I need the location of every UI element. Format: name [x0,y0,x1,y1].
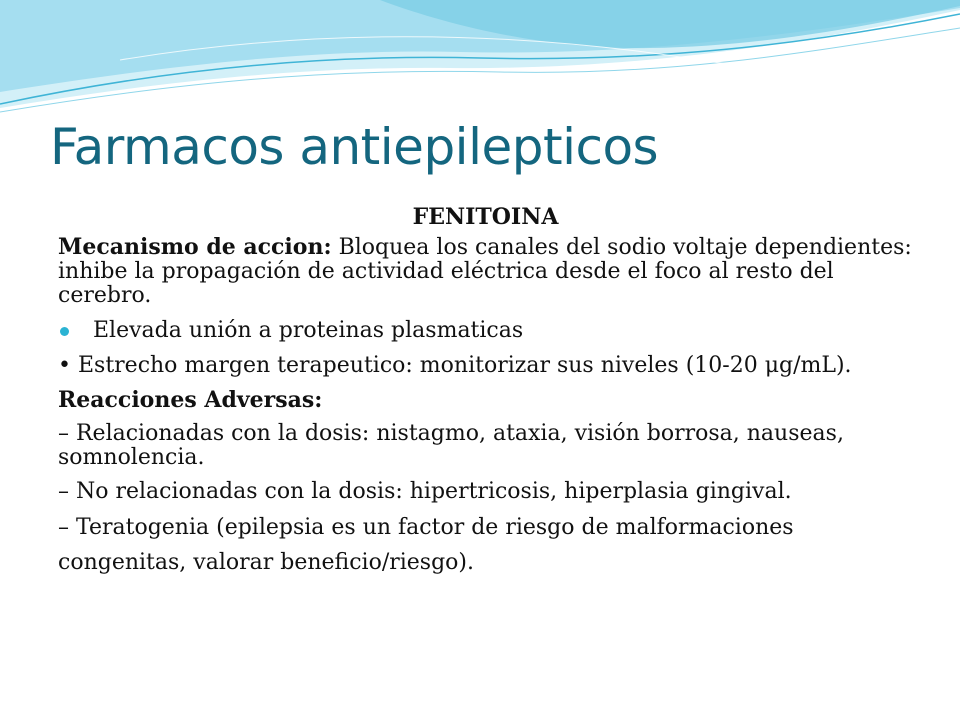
bullet-protein-binding [58,319,913,343]
adverse-reactions-label: Reacciones Adversas: [58,387,323,413]
mechanism-paragraph [58,235,913,308]
bullet-dot-icon [60,327,69,336]
slide-content [58,205,913,580]
adverse-item-dose-related: – Relacionadas con la dosis: nistagmo, ataxia, visión borrosa, nauseas, somnolencia. [58,421,844,470]
header-wave-decoration [0,0,960,120]
slide-title: Farmacos antiepilepticos [50,118,659,176]
drug-heading: FENITOINA [412,204,559,230]
mechanism-text: Bloquea los canales del sodio voltaje dependientes: inhibe la propagación de actividad eléctrica desde el foco al resto del cerebro. [58,235,912,308]
adverse-item-teratogenicity: – Teratogenia (epilepsia es un factor de riesgo de malformaciones congenitas, valorar beneficio/riesgo). [58,515,794,575]
bullet-text: Elevada unión a proteinas plasmaticas [93,318,524,343]
bullet-therapeutic-margin: • Estrecho margen terapeutico: monitorizar sus niveles (10-20 μg/mL). [58,353,852,378]
mechanism-label: Mecanismo de accion: [58,234,332,260]
adverse-item-not-dose-related: – No relacionadas con la dosis: hipertricosis, hiperplasia gingival. [58,479,792,504]
